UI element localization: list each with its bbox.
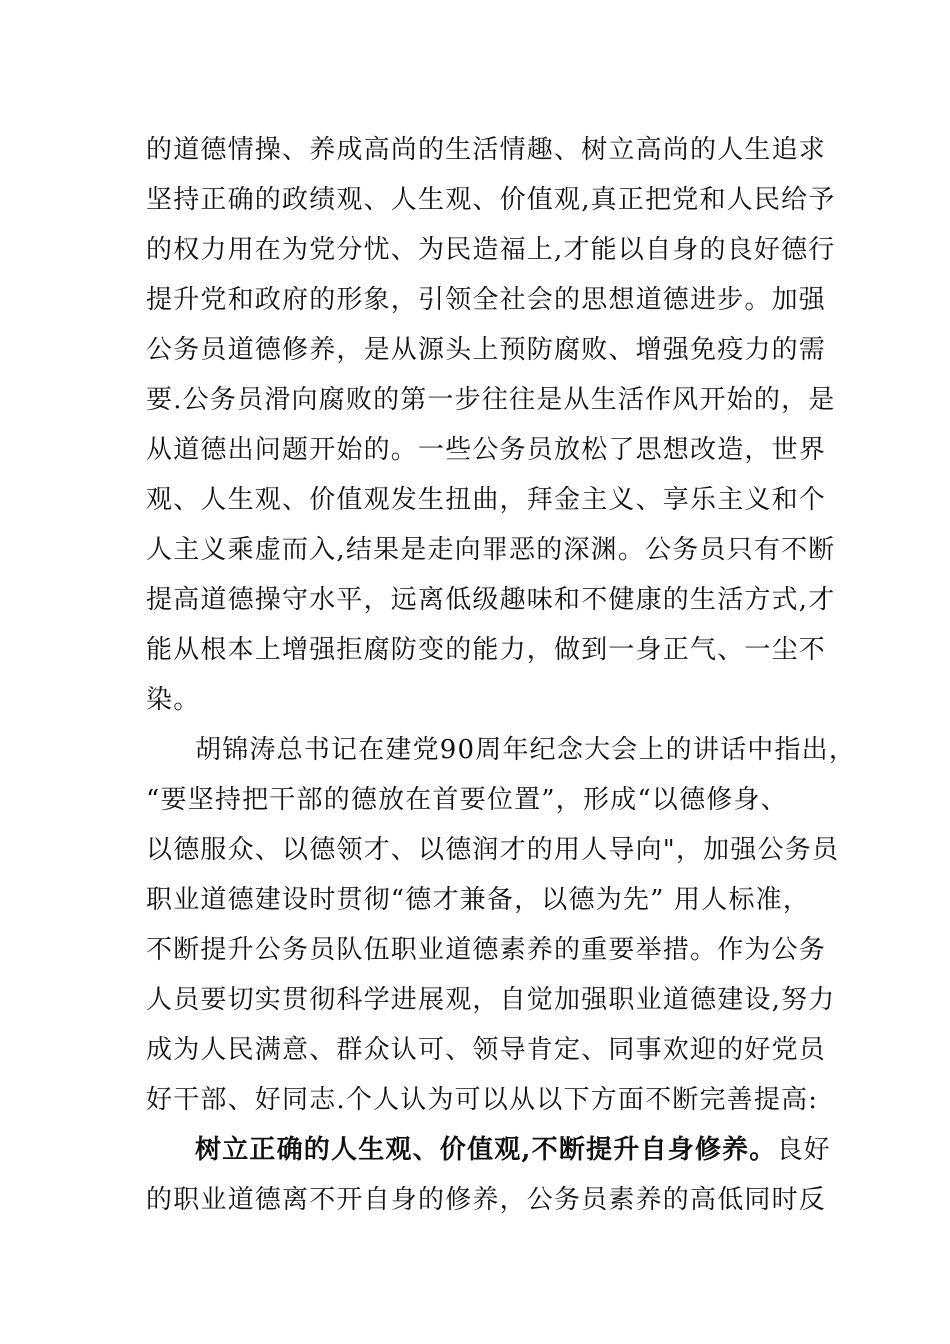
text-line: 从道德出问题开始的。一些公务员放松了思想改造，世界	[146, 435, 827, 465]
text-line: 坚持正确的政绩观、人生观、价值观,真正把党和人民给予	[146, 185, 836, 215]
text-line: 公务员道德修养，是从源头上预防腐败、增强免疫力的需	[146, 335, 827, 365]
section-heading-bold: 树立正确的人生观、价值观,不断提升自身修养。	[195, 1135, 777, 1165]
section-heading-continuation: 良好	[776, 1135, 831, 1165]
section-heading-line	[195, 1130, 875, 1170]
text-line: 的道德情操、养成高尚的生活情趣、树立高尚的人生追求	[146, 135, 827, 165]
text-line: “要坚持把干部的德放在首要位置”，形成“以德修身、	[146, 785, 788, 815]
text-line: 的职业道德离不开自身的修养，公务员素养的高低同时反	[146, 1185, 827, 1215]
text-line: 成为人民满意、群众认可、领导肯定、同事欢迎的好党员	[146, 1035, 827, 1065]
text-line: 职业道德建设时贯彻“德才兼备，以德为先” 用人标准，	[146, 885, 811, 915]
text-line: 人主义乘虚而入,结果是走向罪恶的深渊。公务员只有不断	[146, 535, 836, 565]
text-line: 能从根本上增强拒腐防变的能力，做到一身正气、一尘不	[146, 635, 827, 665]
text-line: 观、人生观、价值观发生扭曲，拜金主义、享乐主义和个	[146, 485, 827, 515]
text-line: 好干部、好同志.个人认为可以从以下方面不断完善提高:	[146, 1085, 819, 1115]
text-line: 要.公务员滑向腐败的第一步往往是从生活作风开始的，是	[146, 385, 836, 415]
text-line: 提升党和政府的形象，引领全社会的思想道德进步。加强	[146, 285, 827, 315]
text-line: 人员要切实贯彻科学进展观，自觉加强职业道德建设,努力	[146, 985, 836, 1015]
text-line: 的权力用在为党分忧、为民造福上,才能以自身的良好德行	[146, 235, 836, 265]
text-line: 以德服众、以德领才、以德润才的用人导向"，加强公务员	[146, 835, 840, 865]
text-line: 染。	[146, 685, 201, 715]
text-line: 提高道德操守水平，远离低级趣味和不健康的生活方式,才	[146, 585, 836, 615]
text-line: 不断提升公务员队伍职业道德素养的重要举措。作为公务	[146, 935, 827, 965]
paragraph-first-line: 胡锦涛总书记在建党90周年纪念大会上的讲话中指出，	[195, 735, 857, 765]
